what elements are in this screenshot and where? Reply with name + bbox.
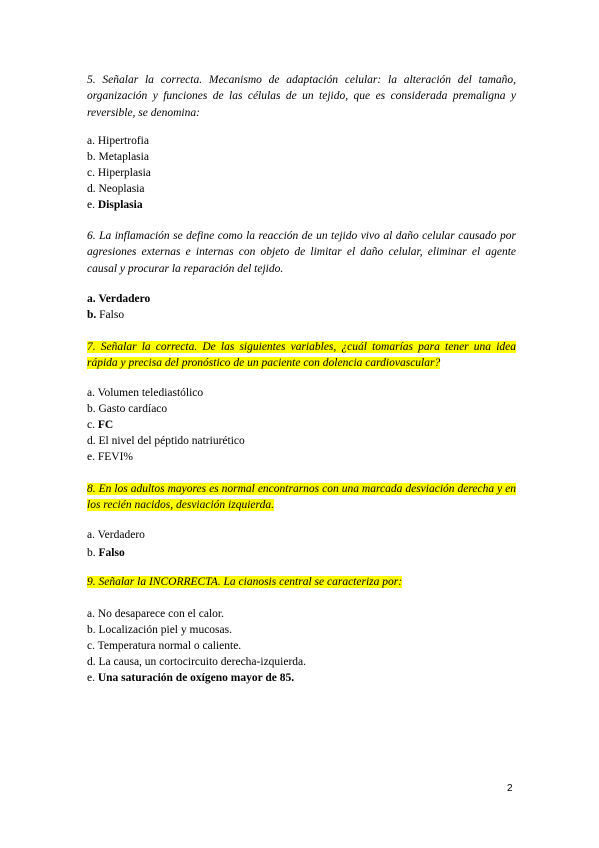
question-6-text — [87, 228, 516, 277]
option-letter: c. — [87, 419, 95, 431]
option-c — [87, 417, 516, 433]
option-text: Hiperplasia — [97, 167, 151, 179]
option-text-correct: Falso — [98, 547, 125, 559]
option-e — [87, 670, 516, 686]
option-a — [87, 527, 516, 543]
option-text-correct: Verdadero — [98, 293, 151, 305]
option-text: FEVI% — [97, 451, 133, 463]
question-5-text — [87, 72, 516, 121]
option-letter: e. — [87, 199, 95, 211]
question-text: 7. Señalar la correcta. De las siguientes variables, ¿cuál tomarías para tener una idea rápida y precisa del pronóstico de un paciente con dolencia cardiovascular? — [87, 341, 516, 370]
option-text: Hipertrofia — [97, 135, 149, 147]
option-letter: b. — [87, 151, 96, 163]
page-number: 2 — [507, 783, 513, 794]
option-text: La causa, un cortocircuito derecha-izquierda. — [98, 656, 307, 668]
option-b — [87, 401, 516, 417]
option-b — [87, 307, 516, 323]
option-c — [87, 165, 516, 181]
option-a — [87, 385, 516, 401]
option-a — [87, 606, 516, 622]
option-a — [87, 133, 516, 149]
question-text: 8. En los adultos mayores es normal encontrarnos con una marcada desviación derecha y en los recién nacidos, desviación izquierda. — [87, 483, 516, 512]
option-d — [87, 654, 516, 670]
option-letter: a. — [87, 529, 95, 541]
option-b — [87, 149, 516, 165]
option-letter: c. — [87, 167, 95, 179]
option-letter: b. — [87, 403, 96, 415]
option-a — [87, 291, 516, 307]
option-text: Neoplasia — [98, 183, 145, 195]
option-e — [87, 449, 516, 465]
option-text: El nivel del péptido natriurético — [98, 435, 245, 447]
option-text: Falso — [99, 309, 125, 321]
question-text: 9. Señalar la INCORRECTA. La cianosis central se caracteriza por: — [87, 576, 403, 588]
question-text: 5. Señalar la correcta. Mecanismo de adaptación celular: la alteración del tamaño, organización y funciones de las células de un tejido, que es considerada premaligna y reversible, se denomina: — [87, 74, 516, 119]
question-text: 6. La inflamación se define como la reacción de un tejido vivo al daño celular causado por agresiones externas e internas con objeto de limitar el daño celular, eliminar el agente causal y procurar la reparación del tejido. — [87, 230, 516, 275]
option-letter: a. — [87, 135, 95, 147]
option-letter: e. — [87, 451, 95, 463]
option-text-correct: Displasia — [97, 199, 143, 211]
question-9-text — [87, 574, 516, 590]
option-text: Volumen telediastólico — [97, 387, 204, 399]
option-letter: d. — [87, 435, 96, 447]
option-letter: d. — [87, 183, 96, 195]
option-text: No desaparece con el calor. — [97, 608, 224, 620]
question-9-options — [87, 606, 516, 686]
option-letter: a. — [87, 293, 96, 305]
option-letter: b. — [87, 309, 97, 321]
option-text: Temperatura normal o caliente. — [97, 640, 242, 652]
question-8-options — [87, 527, 516, 561]
option-b — [87, 622, 516, 638]
option-text: Localización piel y mucosas. — [98, 624, 232, 636]
option-letter: d. — [87, 656, 96, 668]
option-b — [87, 545, 516, 561]
option-letter: a. — [87, 387, 95, 399]
option-d — [87, 181, 516, 197]
option-d — [87, 433, 516, 449]
option-text-correct: Una saturación de oxígeno mayor de 85. — [97, 672, 295, 684]
question-8-text — [87, 481, 516, 514]
question-5-options — [87, 133, 516, 213]
question-7-text — [87, 339, 516, 372]
option-text: Verdadero — [97, 529, 145, 541]
option-text: Gasto cardíaco — [98, 403, 168, 415]
question-7-options — [87, 385, 516, 465]
option-letter: b. — [87, 624, 96, 636]
option-text-correct: FC — [97, 419, 114, 431]
option-letter: b. — [87, 547, 96, 559]
option-e — [87, 197, 516, 213]
option-c — [87, 638, 516, 654]
question-6-options — [87, 291, 516, 323]
option-letter: a. — [87, 608, 95, 620]
option-letter: c. — [87, 640, 95, 652]
option-text: Metaplasia — [98, 151, 149, 163]
option-letter: e. — [87, 672, 95, 684]
